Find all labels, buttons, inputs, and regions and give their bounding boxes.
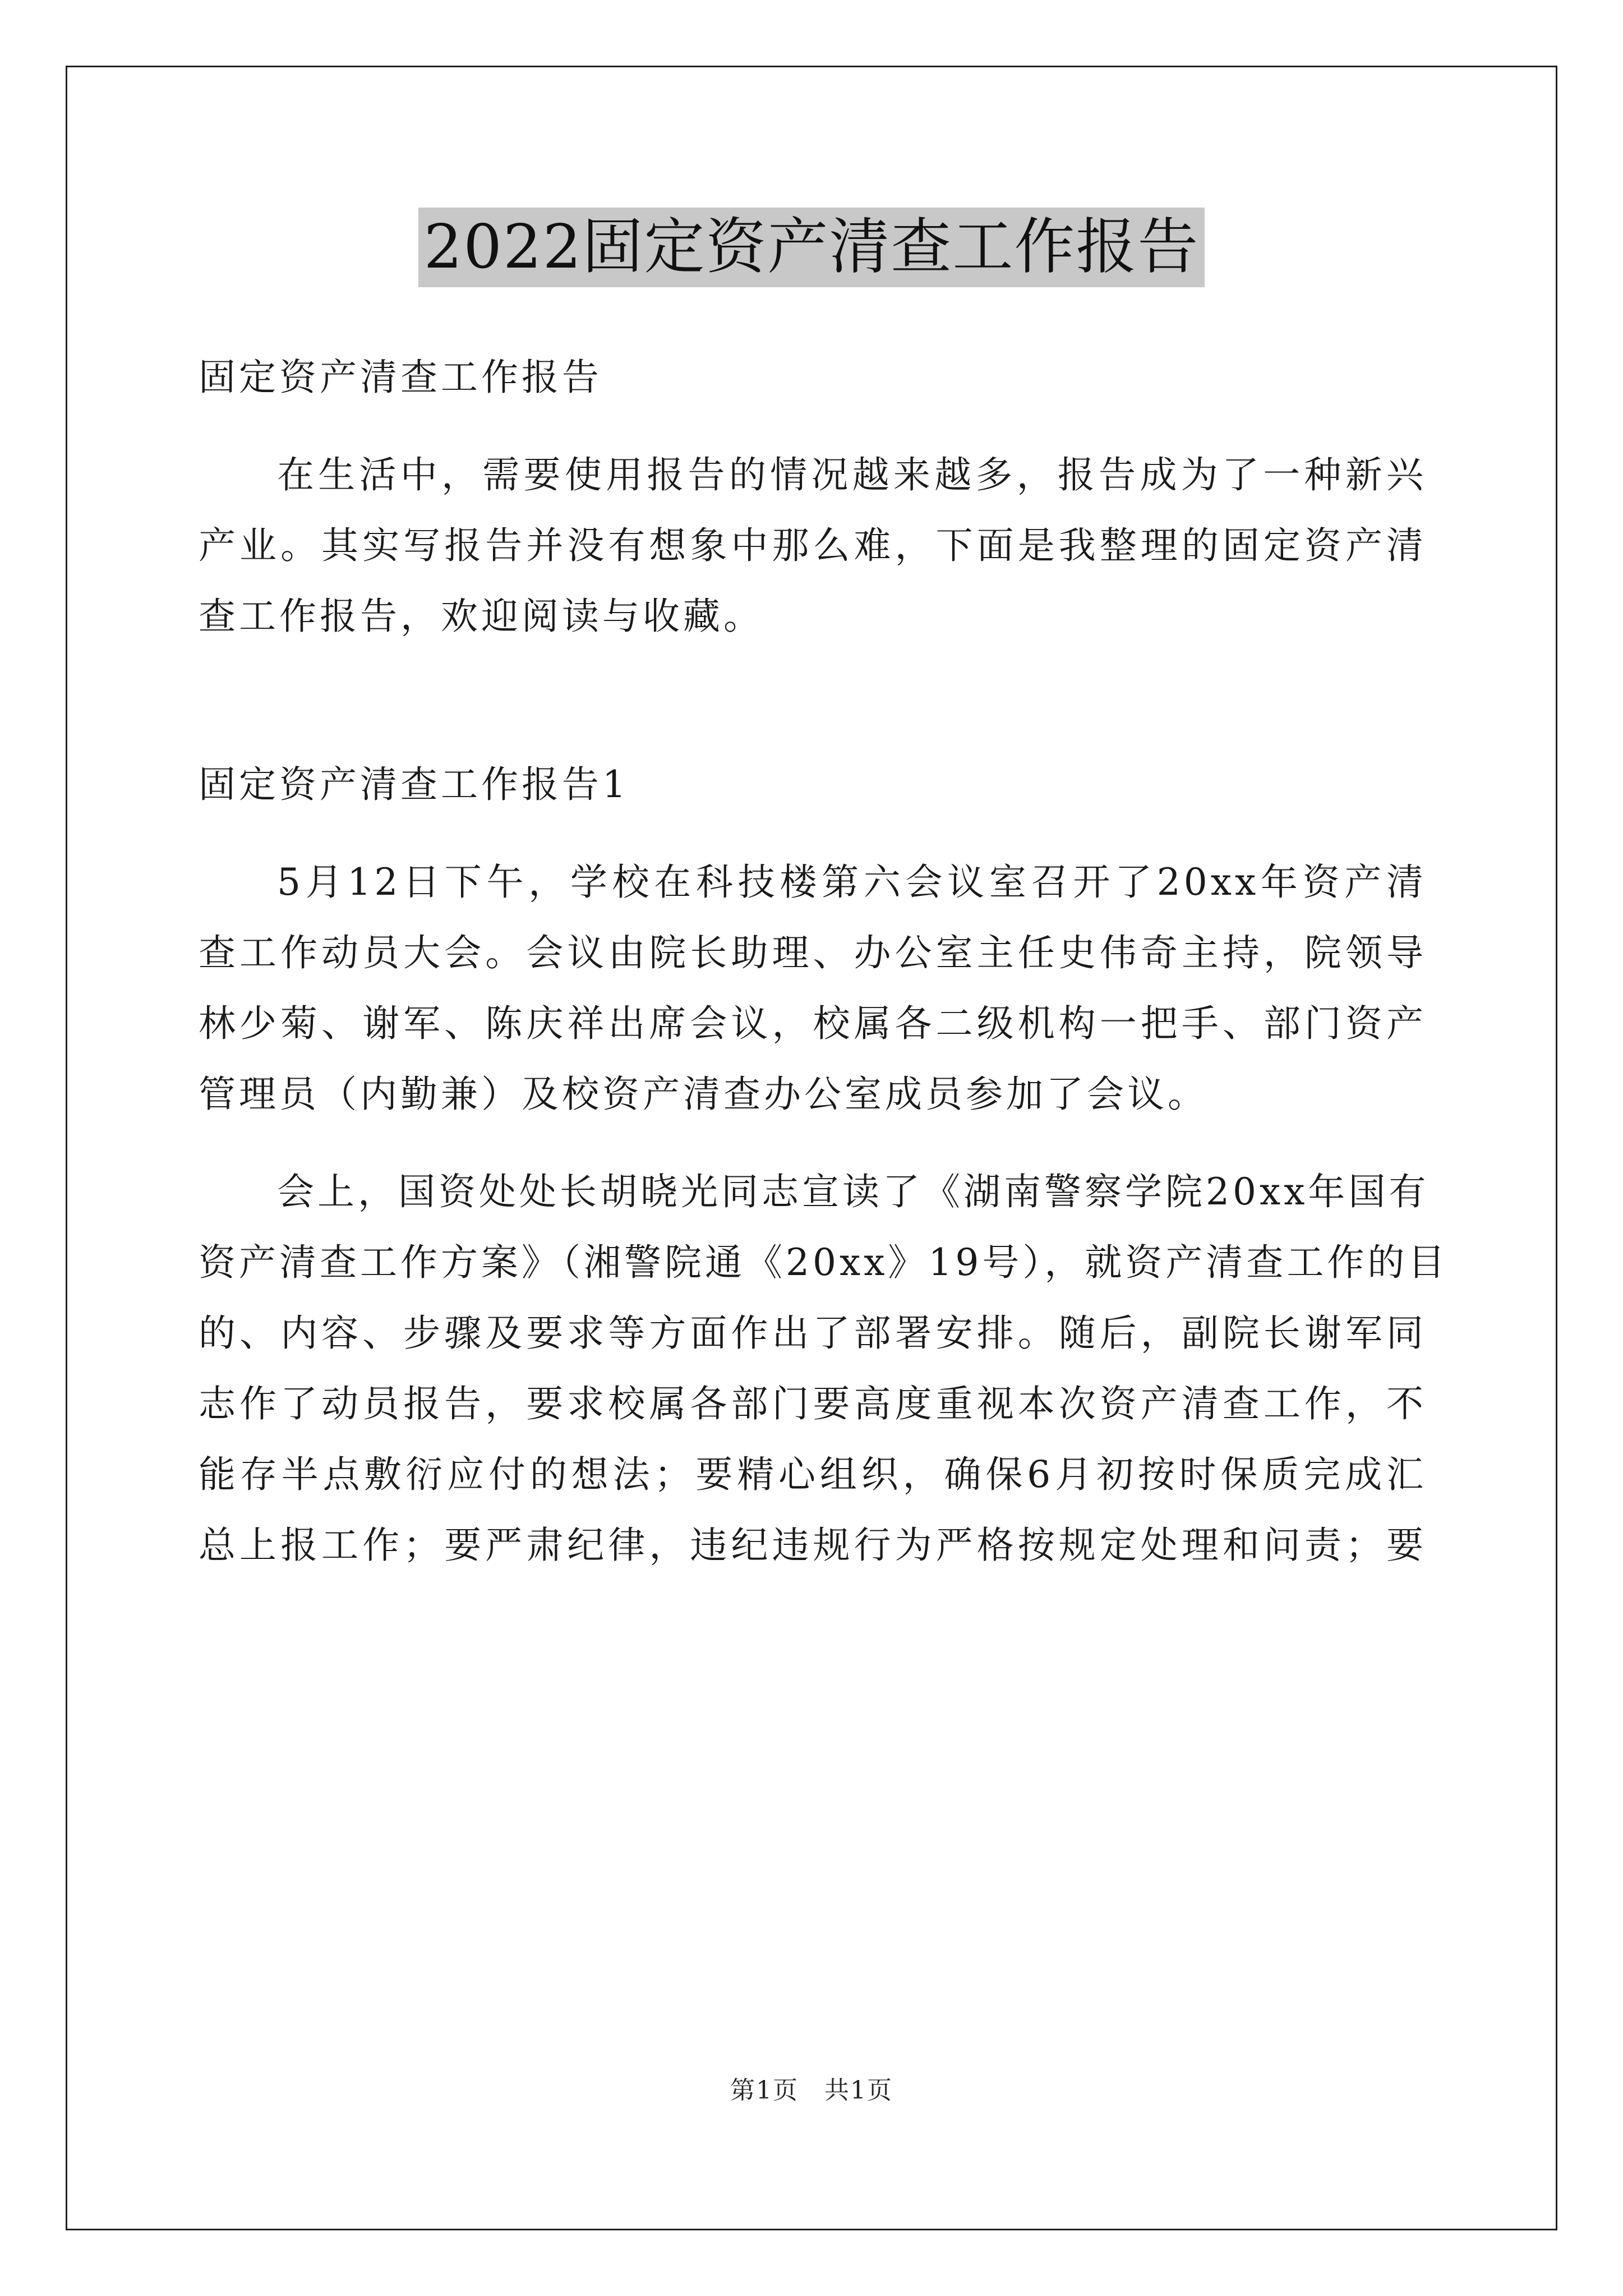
document-body [199, 342, 1449, 1581]
section-1-paragraph-2 [199, 1157, 1449, 1581]
paragraph-line: 能存半点敷衍应付的想法；要精心组织，确保6月初按时保质完成汇 [199, 1453, 1427, 1496]
intro-heading: 固定资产清查工作报告 [199, 356, 602, 399]
paragraph-line: 5月12日下午，学校在科技楼第六会议室召开了20xx年资产清 [277, 861, 1427, 904]
section-heading-1: 固定资产清查工作报告1 [199, 763, 629, 806]
paragraph-line: 在生活中，需要使用报告的情况越来越多，报告成为了一种新兴 [277, 453, 1427, 496]
paragraph-line: 林少菊、谢军、陈庆祥出席会议，校属各二级机构一把手、部门资产 [199, 1002, 1427, 1045]
intro-paragraph [199, 440, 1427, 652]
paragraph-line: 的、内容、步骤及要求等方面作出了部署安排。随后，副院长谢军同 [199, 1312, 1427, 1355]
paragraph-line: 总上报工作；要严肃纪律，违纪违规行为严格按规定处理和问责；要 [199, 1524, 1427, 1567]
paragraph-line: 资产清查工作方案》（湘警院通《20xx》19号），就资产清查工作的目 [199, 1241, 1449, 1284]
document-title: 2022固定资产清查工作报告 [418, 208, 1205, 287]
paragraph-line: 会上，国资处处长胡晓光同志宣读了《湖南警察学院20xx年国有 [277, 1170, 1430, 1213]
paragraph-line: 查工作报告，欢迎阅读与收藏。 [199, 595, 764, 638]
section-1-paragraph-1 [199, 847, 1427, 1130]
page-number-footer: 第1页 共1页 [730, 2076, 893, 2105]
paragraph-line: 产业。其实写报告并没有想象中那么难，下面是我整理的固定资产清 [199, 524, 1427, 567]
title-container [0, 208, 1623, 287]
paragraph-line: 志作了动员报告，要求校属各部门要高度重视本次资产清查工作，不 [199, 1382, 1427, 1425]
paragraph-line: 查工作动员大会。会议由院长助理、办公室主任史伟奇主持，院领导 [199, 931, 1427, 974]
paragraph-line: 管理员（内勤兼）及校资产清查办公室成员参加了会议。 [199, 1073, 1208, 1116]
